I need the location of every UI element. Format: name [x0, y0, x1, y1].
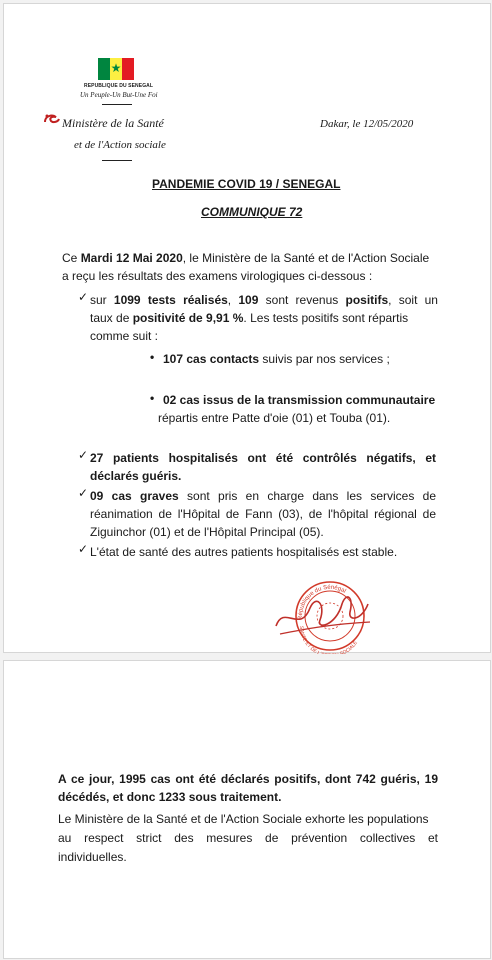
item3-line-1 — [90, 488, 436, 504]
intro-date: Mardi 12 Mai 2020 — [80, 251, 183, 265]
item1-text-g: , soit un — [388, 293, 438, 307]
item3-line-2: réanimation de l'Hôpital de Fann (03), de l'hôpital régional de — [90, 507, 436, 521]
bullet-icon: • — [150, 391, 155, 405]
document-date: Dakar, le 12/05/2020 — [320, 118, 414, 130]
item1-text-2a: taux de — [90, 311, 133, 325]
intro-line-1 — [62, 250, 429, 266]
ministry-divider — [102, 160, 132, 161]
severe-cases: 09 cas graves — [90, 489, 179, 503]
republic-label: REPUBLIQUE DU SENEGAL — [84, 83, 154, 89]
item2-line-1: 27 patients hospitalisés ont été contrôlés négatifs, et — [90, 451, 436, 465]
star-icon: ★ — [110, 61, 122, 75]
item1-positifs: positifs — [345, 293, 389, 307]
item1-text-c: , — [227, 293, 239, 307]
exhortation-line-3: individuelles. — [58, 850, 127, 864]
item1-text-a: sur — [90, 293, 114, 307]
intro-line-2: a reçu les résultats des examens virologiques ci-dessous : — [62, 269, 373, 283]
sub-item-community-line-2: répartis entre Patte d'oie (01) et Touba (01). — [158, 411, 391, 425]
document-page-1 — [3, 3, 491, 653]
senegal-flag — [98, 58, 134, 80]
stamp-text-top: République du Sénégal — [297, 584, 347, 621]
checkmark-icon: ✓ — [78, 290, 89, 304]
official-stamp — [270, 564, 382, 654]
document-page-2 — [3, 660, 491, 959]
communique-number: COMMUNIQUE 72 — [201, 205, 303, 219]
summary-line-1: A ce jour, 1995 cas ont été déclarés positifs, dont 742 guéris, 19 — [58, 772, 438, 786]
contacts-text: suivis par nos services ; — [259, 352, 390, 366]
flag-red-band — [122, 58, 134, 80]
item3-line-3: Ziguinchor (01) et de l'Hôpital Principal (05). — [90, 525, 324, 539]
item1-text-e: sont revenus — [258, 293, 346, 307]
checkmark-icon: ✓ — [78, 486, 89, 500]
contacts-count: 107 cas contacts — [163, 352, 260, 366]
summary-line-2: décédés, et donc 1233 sous traitement. — [58, 790, 282, 804]
item3-text: sont pris en charge dans les services de — [178, 489, 437, 503]
item1-line-3: comme suit : — [90, 329, 159, 343]
stamp-text-bottom: SANTE ET DE L OCIALE — [297, 625, 359, 654]
item4-line: L'état de santé des autres patients hospitalisés est stable. — [90, 545, 398, 559]
checkmark-icon: ✓ — [78, 542, 89, 556]
ministry-logo-icon — [43, 112, 61, 124]
document-title: PANDEMIE COVID 19 / SENEGAL — [152, 177, 341, 191]
positivity-rate: positivité de 9,91 % — [132, 311, 244, 325]
header-divider — [102, 104, 132, 105]
exhortation-line-1: Le Ministère de la Santé et de l'Action Sociale exhorte les populations — [58, 812, 429, 826]
motto: Un Peuple-Un But-Une Foi — [80, 91, 158, 99]
ministry-line-1: Ministère de la Santé — [62, 116, 164, 130]
intro-text-1: Ce — [62, 251, 81, 265]
tests-count: 1099 tests réalisés — [113, 293, 228, 307]
item2-line-2: déclarés guéris. — [90, 469, 182, 483]
item1-line-2 — [90, 310, 408, 326]
checkmark-icon: ✓ — [78, 448, 89, 462]
positive-count: 109 — [238, 293, 259, 307]
sub-item-contacts — [163, 351, 390, 367]
item1-line-1 — [90, 292, 438, 308]
ministry-line-2: et de l'Action sociale — [74, 139, 166, 151]
bullet-icon: • — [150, 350, 155, 364]
flag-green-band — [98, 58, 110, 80]
flag-yellow-band — [110, 58, 122, 80]
intro-text-2: , le Ministère de la Santé et de l'Action Sociale — [182, 251, 430, 265]
exhortation-line-2: au respect strict des mesures de prévention collectives et — [58, 831, 438, 845]
sub-item-community: 02 cas issus de la transmission communautaire — [163, 393, 436, 407]
item1-text-2c: . Les tests positifs sont répartis — [243, 311, 409, 325]
